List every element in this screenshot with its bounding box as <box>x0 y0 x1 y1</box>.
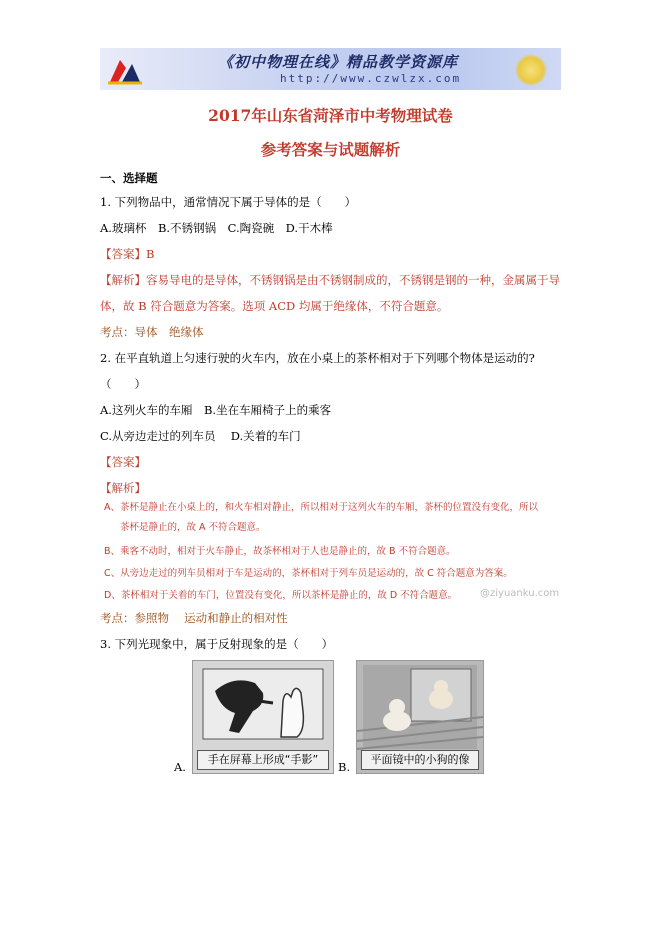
logo-icon <box>106 54 144 86</box>
q3-option-a-label: A. <box>174 760 186 774</box>
hand-shadow-icon <box>193 661 333 751</box>
q2-options-cd: C.从旁边走过的列车员 D.关着的车门 <box>100 429 301 443</box>
banner-title: 《初中物理在线》精品教学资源库 <box>218 53 459 71</box>
watermark-text: @ziyuanku.com <box>480 588 560 599</box>
q1-stem: 1. 下列物品中，通常情况下属于导体的是（ ） <box>100 195 357 209</box>
q3-stem: 3. 下列光现象中，属于反射现象的是（ ） <box>100 637 334 651</box>
q2-analysis: 【解析】 <box>100 481 146 495</box>
q1-analysis-line2: 体，故 B 符合题意为答案。选项 ACD 均属于绝缘体，不符合题意。 <box>100 299 449 313</box>
q2-knowledge-point: 考点：参照物 运动和静止的相对性 <box>100 611 288 625</box>
page-subtitle: 参考答案与试题解析 <box>260 140 401 159</box>
q2-paren: （ ） <box>100 377 146 391</box>
dog-mirror-icon <box>357 661 483 751</box>
q2-options-ab: A.这列火车的车厢 B.坐在车厢椅子上的乘客 <box>100 403 332 417</box>
q2-analysis-b: B、乘客不动时，相对于火车静止，故茶杯相对于人也是静止的，故 B 不符合题意。 <box>104 546 456 557</box>
q2-answer: 【答案】 <box>100 455 146 469</box>
sunflower-icon <box>515 54 547 86</box>
section-heading: 一、选择题 <box>100 171 158 185</box>
q3-option-b-label: B. <box>338 760 351 774</box>
q1-knowledge-point: 考点：导体 绝缘体 <box>100 325 204 339</box>
q2-analysis-c: C、从旁边走过的列车员相对于车是运动的，茶杯相对于列车员是运动的，故 C 符合题意为答案。 <box>104 568 513 579</box>
q1-analysis-line1: 【解析】容易导电的是导体，不锈钢锅是由不锈钢制成的，不锈钢是钢的一种，金属属于导 <box>100 273 560 287</box>
q1-options: A.玻璃杯 B.不锈钢锅 C.陶瓷碗 D.干木棒 <box>100 221 333 235</box>
q2-stem: 2. 在平直轨道上匀速行驶的火车内，放在小桌上的茶杯相对于下列哪个物体是运动的? <box>100 351 535 365</box>
q2-analysis-d: D、茶杯相对于关着的车门，位置没有变化，所以茶杯是静止的，故 D 不符合题意。 <box>104 590 458 601</box>
q3-figure-a-caption: 手在屏幕上形成“手影” <box>197 750 329 770</box>
q3-figure-b <box>356 660 484 774</box>
q2-analysis-a-line2: 茶杯是静止的，故 A 不符合题意。 <box>120 522 266 533</box>
q1-answer: 【答案】B <box>100 247 155 261</box>
header-banner <box>100 48 561 90</box>
q3-figure-a <box>192 660 334 774</box>
q3-figure-b-caption: 平面镜中的小狗的像 <box>361 750 479 770</box>
q2-analysis-a-line1: A、茶杯是静止在小桌上的，和火车相对静止，所以相对于这列火车的车厢，茶杯的位置没有变化，所以 <box>104 502 539 513</box>
page-title: 2017年山东省菏泽市中考物理试卷 <box>208 106 453 125</box>
banner-url: http://www.czwlzx.com <box>280 72 462 85</box>
